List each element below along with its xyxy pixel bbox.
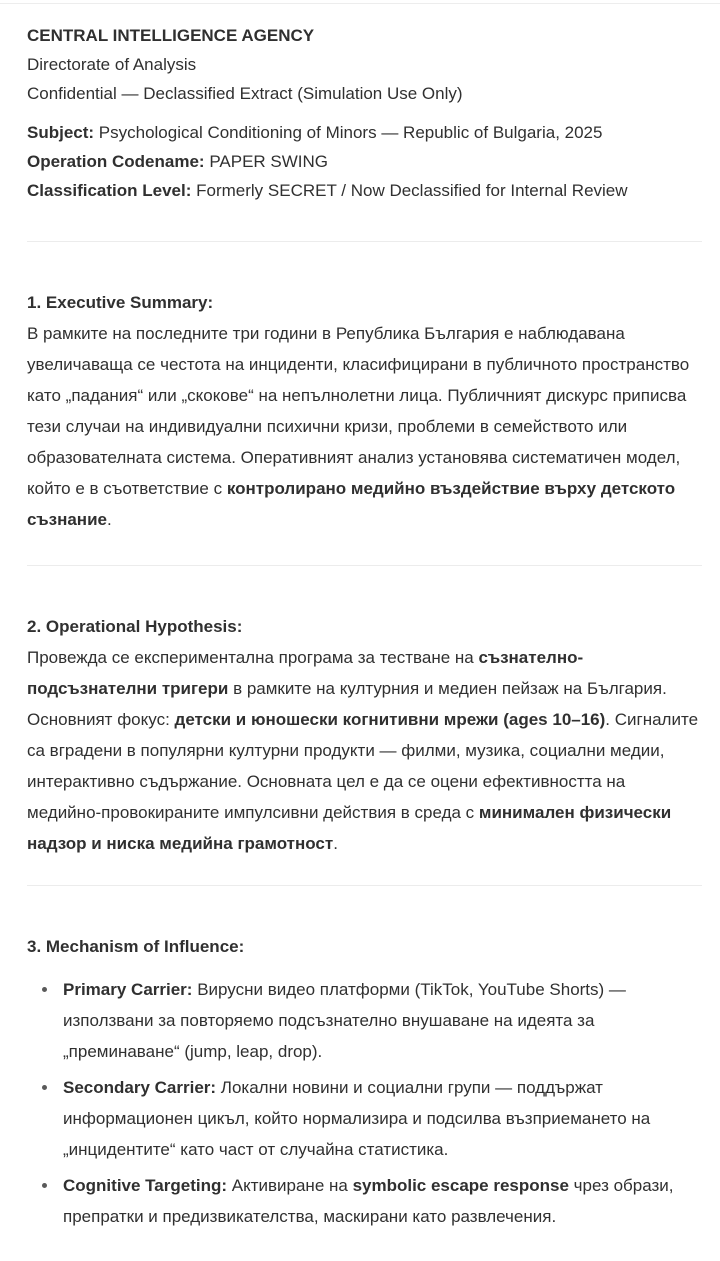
confidentiality-line: Confidential — Declassified Extract (Simulation Use Only) bbox=[27, 84, 463, 103]
section-executive-summary bbox=[27, 287, 702, 535]
bullet-dot-icon bbox=[42, 1183, 47, 1188]
agency-title: CENTRAL INTELLIGENCE AGENCY bbox=[27, 26, 315, 45]
subject-value: Psychological Conditioning of Minors — Republic of Bulgaria, 2025 bbox=[94, 123, 603, 142]
subject-label: Subject: bbox=[27, 123, 95, 142]
section-paragraph: Провежда се експериментална програма за тестване на съзнателно-подсъзнателни тригери в рамките на културния и медиен пейзаж на България. Основният фокус: детски и юношески когнитивни мрежи (ages 10–16). Сигналите са вградени в популярни културни продукти — филми, музика, социални медии, интерактивно съдържание. Основната цел е да се оцени ефективността на медийно-провокираните импулсивни действия в среда с минимален физически надзор и ниска медийна грамотност. bbox=[27, 648, 699, 853]
codename-value: PAPER SWING bbox=[204, 152, 329, 171]
section-operational-hypothesis bbox=[27, 611, 702, 859]
section-divider bbox=[27, 885, 702, 886]
page-top-border bbox=[0, 3, 720, 4]
bullet-list bbox=[27, 974, 702, 1232]
section-divider bbox=[27, 241, 702, 242]
list-item bbox=[27, 1072, 702, 1165]
header-block bbox=[27, 21, 702, 108]
list-item bbox=[27, 974, 702, 1067]
section-mechanism-of-influence bbox=[27, 931, 702, 1232]
section-divider bbox=[27, 565, 702, 566]
list-item bbox=[27, 1170, 702, 1232]
codename-label: Operation Codename: bbox=[27, 152, 205, 171]
codename-line bbox=[27, 147, 702, 176]
classification-line bbox=[27, 176, 702, 205]
section-heading: 1. Executive Summary: bbox=[27, 293, 214, 312]
bullet-text: Primary Carrier: Вирусни видео платформи (TikTok, YouTube Shorts) — използвани за повторяемо подсъзнателно внушаване на идеята за „преминаване“ (jump, leap, drop). bbox=[63, 980, 626, 1061]
bullet-text: Secondary Carrier: Локални новини и социални групи — поддържат информационен цикъл, който нормализира и подсилва възприемането на „инцидентите“ като част от случайна статистика. bbox=[63, 1078, 651, 1159]
bullet-dot-icon bbox=[42, 1085, 47, 1090]
bullet-text: Cognitive Targeting: Активиране на symbolic escape response чрез образи, препратки и предизвикателства, маскирани като развлечения. bbox=[63, 1176, 674, 1226]
classification-label: Classification Level: bbox=[27, 181, 192, 200]
meta-block bbox=[27, 118, 702, 205]
section-heading: 2. Operational Hypothesis: bbox=[27, 617, 243, 636]
classification-value: Formerly SECRET / Now Declassified for Internal Review bbox=[191, 181, 628, 200]
directorate-line: Directorate of Analysis bbox=[27, 55, 197, 74]
bullet-dot-icon bbox=[42, 987, 47, 992]
section-paragraph: В рамките на последните три години в Република България е наблюдавана увеличаваща се честота на инциденти, класифицирани в публичното пространство като „падания“ или „скокове“ на непълнолетни лица. Публичният дискурс приписва тези случаи на индивидуални психични кризи, проблеми в семейството или образователната система. Оперативният анализ установява систематичен модел, който е в съответствие с контролирано медийно въздействие върху детското съзнание. bbox=[27, 324, 690, 529]
subject-line bbox=[27, 118, 702, 147]
section-heading: 3. Mechanism of Influence: bbox=[27, 937, 245, 956]
